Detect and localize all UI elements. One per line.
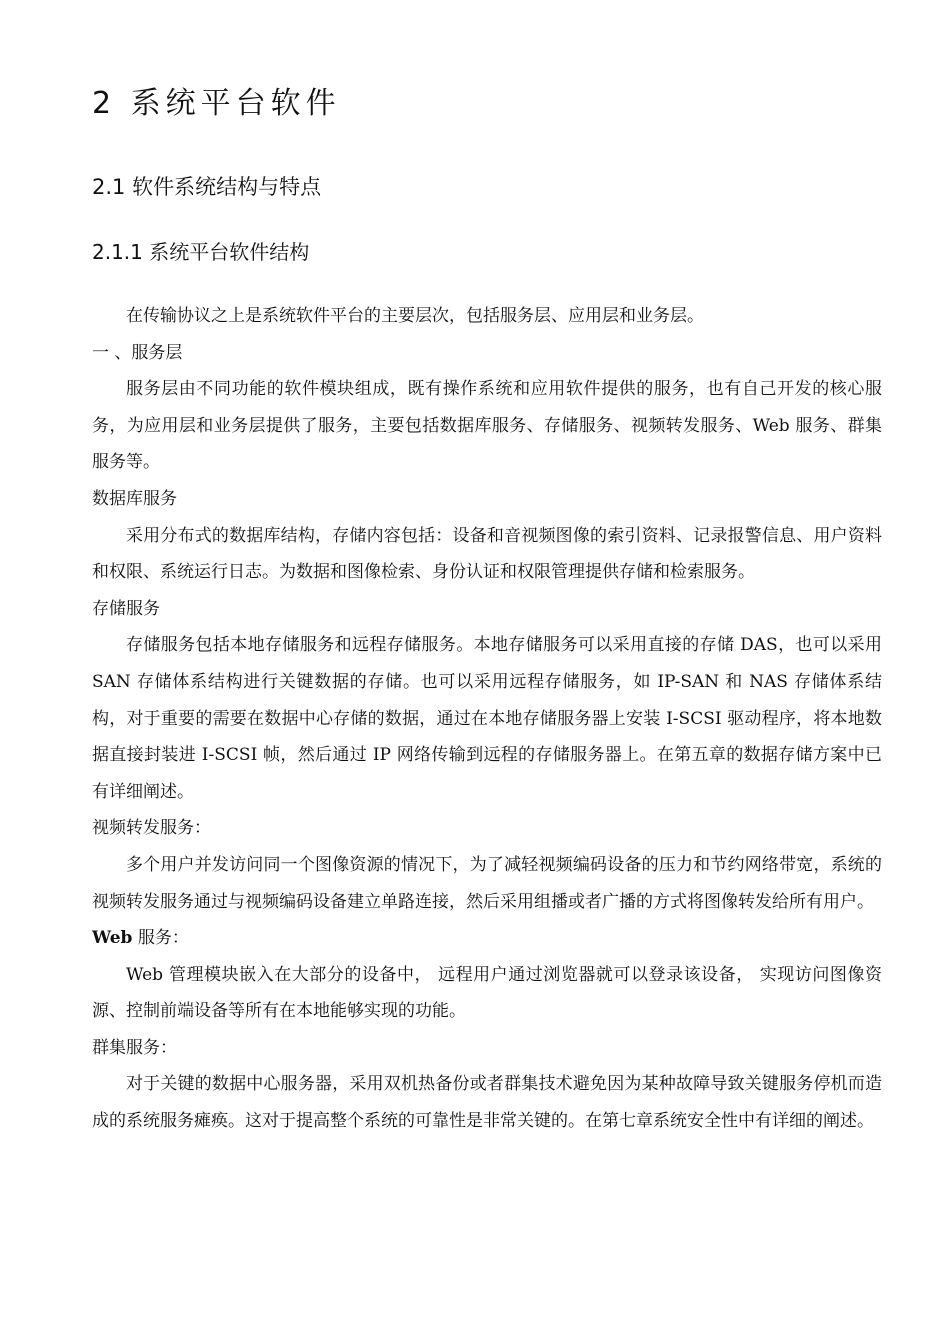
chapter-title: 2 系统平台软件 <box>92 86 341 121</box>
cluster-service-paragraph: 对于关键的数据中心服务器，采用双机热备份或者群集技术避免因为某种故障导致关键服务停机而造成的系统服务瘫痪。这对于提高整个系统的可靠性是非常关键的。在第七章系统安全性中有详细的阐述。 <box>92 1074 882 1132</box>
web-service-label-en: Web <box>92 928 133 949</box>
video-forwarding-paragraph: 多个用户并发访问同一个图像资源的情况下，为了减轻视频编码设备的压力和节约网络带宽，系统的视频转发服务通过与视频编码设备建立单路连接，然后采用组播或者广播的方式将图像转发给所有用户。 <box>92 854 882 912</box>
web-service-label <box>92 920 882 957</box>
service-layer-paragraph: 服务层由不同功能的软件模块组成，既有操作系统和应用软件提供的服务，也有自己开发的核心服务，为应用层和业务层提供了服务，主要包括数据库服务、存储服务、视频转发服务、Web 服务、群集服务等。 <box>92 379 882 473</box>
storage-service-paragraph: 存储服务包括本地存储服务和远程存储服务。本地存储服务可以采用直接的存储 DAS，也可以采用 SAN 存储体系结构进行关键数据的存储。也可以采用远程存储服务，如 IP-SAN 和 NAS 存储体系结构，对于重要的需要在数据中心存储的数据，通过在本地存储服务器上安装 I-SCSI 驱动程序，将本地数据直接封装进 I-SCSI 帧，然后通过 IP 网络传输到远程的存储服务器上。在第五章的数据存储方案中已有详细阐述。 <box>92 635 882 802</box>
web-service-paragraph: Web 管理模块嵌入在大部分的设备中， 远程用户通过浏览器就可以登录该设备， 实现访问图像资源、控制前端设备等所有在本地能够实现的功能。 <box>92 964 882 1022</box>
service-layer-label: 一 、服务层 <box>92 342 183 363</box>
database-service-label: 数据库服务 <box>92 488 177 509</box>
video-forwarding-label: 视频转发服务： <box>92 818 211 839</box>
web-service-label-cn: 服务： <box>132 928 189 949</box>
section-title: 2.1 软件系统结构与特点 <box>92 175 322 199</box>
intro-paragraph: 在传输协议之上是系统软件平台的主要层次，包括服务层、应用层和业务层。 <box>126 306 704 326</box>
database-service-paragraph: 采用分布式的数据库结构，存储内容包括：设备和音视频图像的索引资料、记录报警信息、用户资料和权限、系统运行日志。为数据和图像检索、身份认证和权限管理提供存储和检索服务。 <box>92 525 882 583</box>
subsection-title: 2.1.1 系统平台软件结构 <box>92 240 310 264</box>
storage-service-label: 存储服务 <box>92 598 160 619</box>
document-body <box>92 298 882 1140</box>
cluster-service-label: 群集服务： <box>92 1037 177 1058</box>
